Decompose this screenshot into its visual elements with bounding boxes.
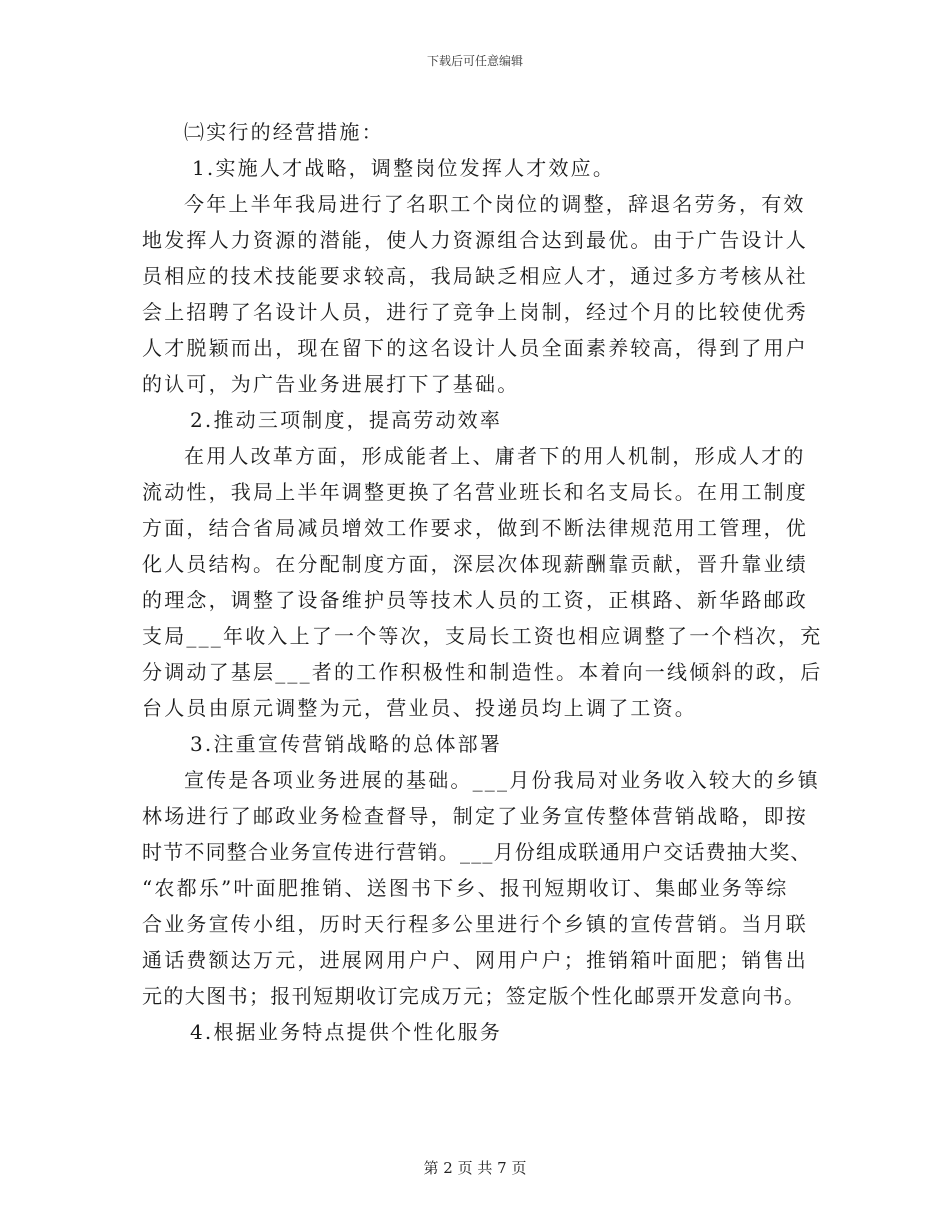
- page-header: 下载后可任意编辑: [426, 54, 523, 68]
- paragraph-line: 林场进行了邮政业务检查督导，制定了业务宣传整体营销战略，即按: [142, 804, 808, 828]
- subheading-3: 3.注重宣传营销战略的总体部署: [190, 732, 503, 756]
- paragraph-line: 通话费额达万元，进展网用户户、网用户户；推销箱叶面肥；销售出: [142, 948, 808, 972]
- paragraph-line: 在用人改革方面，形成能者上、庸者下的用人机制，形成人才的: [184, 444, 806, 468]
- paragraph-line: 宣传是各项业务进展的基础。___月份我局对业务收入较大的乡镇: [184, 768, 820, 792]
- page-footer: 第 2 页 共 7 页: [423, 1159, 527, 1177]
- subheading-2: 2.推动三项制度，提高劳动效率: [190, 408, 503, 432]
- paragraph-line: 流动性，我局上半年调整更换了名营业班长和名支局长。在用工制度: [142, 480, 808, 504]
- section-heading: ㈡实行的经营措施：: [184, 120, 384, 144]
- paragraph-line: 化人员结构。在分配制度方面，深层次体现薪酬靠贡献，晋升靠业绩: [142, 552, 808, 576]
- paragraph-line: 今年上半年我局进行了名职工个岗位的调整，辞退名劳务，有效: [184, 192, 806, 216]
- paragraph-line: “农都乐”叶面肥推销、送图书下乡、报刊短期收订、集邮业务等综: [142, 876, 789, 900]
- paragraph-line: 的认可，为广告业务进展打下了基础。: [142, 372, 520, 396]
- paragraph-line: 元的大图书；报刊短期收订完成万元；签定版个性化邮票开发意向书。: [142, 984, 806, 1008]
- paragraph-line: 地发挥人力资源的潜能，使人力资源组合达到最优。由于广告设计人: [142, 228, 808, 252]
- subheading-1: 1.实施人才战略，调整岗位发挥人才效应。: [192, 156, 616, 180]
- subheading-4: 4.根据业务特点提供个性化服务: [190, 1020, 503, 1044]
- paragraph-line: 的理念，调整了设备维护员等技术人员的工资，正棋路、新华路邮政: [142, 588, 808, 612]
- paragraph-line: 时节不同整合业务宣传进行营销。___月份组成联通用户交话费抽大奖、: [142, 840, 812, 864]
- paragraph-line: 人才脱颖而出，现在留下的这名设计人员全面素养较高，得到了用户: [142, 336, 808, 360]
- paragraph-line: 方面，结合省局减员增效工作要求，做到不断法律规范用工管理，优: [142, 516, 808, 540]
- paragraph-line: 合业务宣传小组，历时天行程多公里进行个乡镇的宣传营销。当月联: [142, 912, 808, 936]
- paragraph-line: 会上招聘了名设计人员，进行了竞争上岗制，经过个月的比较使优秀: [142, 300, 808, 324]
- paragraph-line: 台人员由原元调整为元，营业员、投递员均上调了工资。: [142, 696, 697, 720]
- paragraph-line: 分调动了基层___者的工作积极性和制造性。本着向一线倾斜的政，后: [142, 660, 823, 684]
- paragraph-line: 员相应的技术技能要求较高，我局缺乏相应人才，通过多方考核从社: [142, 264, 808, 288]
- paragraph-line: 支局___年收入上了一个等次，支局长工资也相应调整了一个档次，充: [142, 624, 823, 648]
